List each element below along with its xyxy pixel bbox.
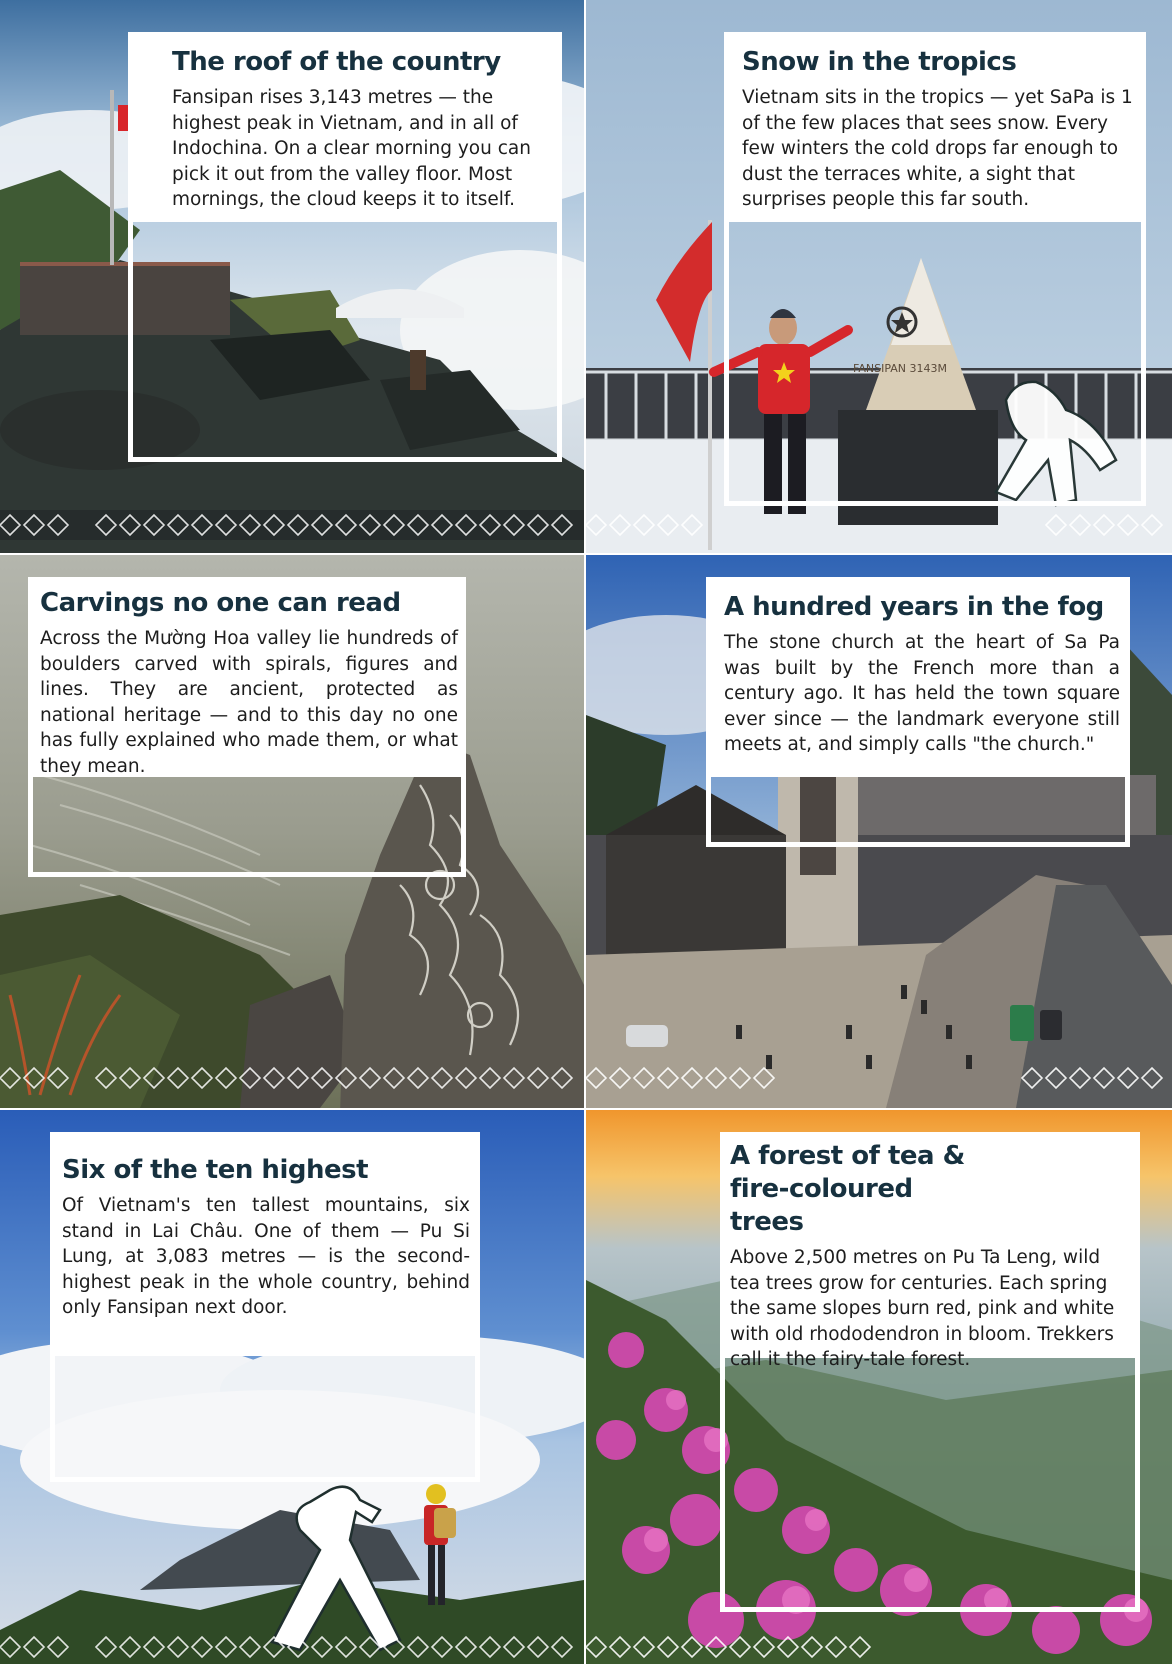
tile-roof [0, 0, 584, 553]
card-title: The roof of the country [172, 47, 501, 77]
ethnic-pattern-band [586, 1632, 1172, 1662]
info-card [724, 32, 1146, 222]
ethnic-pattern-band [586, 510, 1172, 540]
card-title: Six of the ten highest [62, 1155, 369, 1185]
ethnic-pattern-band [0, 1632, 584, 1662]
tile-church [586, 555, 1172, 1108]
info-card [720, 1132, 1140, 1370]
card-body: Above 2,500 metres on Pu Ta Leng, wild tea trees grow for centuries. Each spring the same slopes burn red, pink and white with old rhododendron in bloom. Trekkers call it the fairy-tale forest. [730, 1247, 1115, 1370]
ethnic-pattern-band [0, 1063, 584, 1093]
summit-marker-text: FANSIPAN 3143M [853, 362, 947, 375]
info-card [50, 1132, 480, 1356]
card-body: Fansipan rises 3,143 metres — the highest peak in Vietnam, and in all of Indochina. On a clear morning you can pick it out from the valley floor. Most mornings, the cloud keeps it to itself. [172, 87, 531, 210]
card-title: Snow in the tropics [742, 47, 1017, 77]
tile-carvings [0, 555, 584, 1108]
info-card [128, 32, 562, 222]
info-card [28, 577, 466, 777]
ethnic-pattern-band [0, 510, 584, 540]
ethnic-pattern-band [586, 1063, 1172, 1093]
tile-snow [586, 0, 1172, 553]
card-title: A hundred years in the fog [724, 592, 1104, 622]
tile-highest [0, 1110, 584, 1664]
card-title: Carvings no one can read [40, 588, 401, 618]
info-card [706, 577, 1130, 777]
card-body: Across the Mường Hoa valley lie hundreds of boulders carved with spirals, figures and lines. They are ancient, protected as national heritage — and to this day no one has fully explained who made them, or what they mean. [40, 628, 458, 777]
card-body: Vietnam sits in the tropics — yet SaPa is 1 of the few places that sees snow. Every few winters the cold drops far enough to dust the terraces white, a sight that surprises people this far south. [742, 87, 1133, 210]
tile-forest [586, 1110, 1172, 1664]
card-body: Of Vietnam's ten tallest mountains, six stand in Lai Châu. One of them — Pu Si Lung, at 3,083 metres — is the second-highest peak in the whole country, behind only Fansipan next door. [62, 1195, 470, 1318]
card-title: A forest of tea & fire-coloured trees [730, 1141, 965, 1237]
card-body: The stone church at the heart of Sa Pa was built by the French more than a century ago. It has held the town square ever since — the landmark everyone still meets at, and simply calls "the church." [724, 632, 1120, 755]
